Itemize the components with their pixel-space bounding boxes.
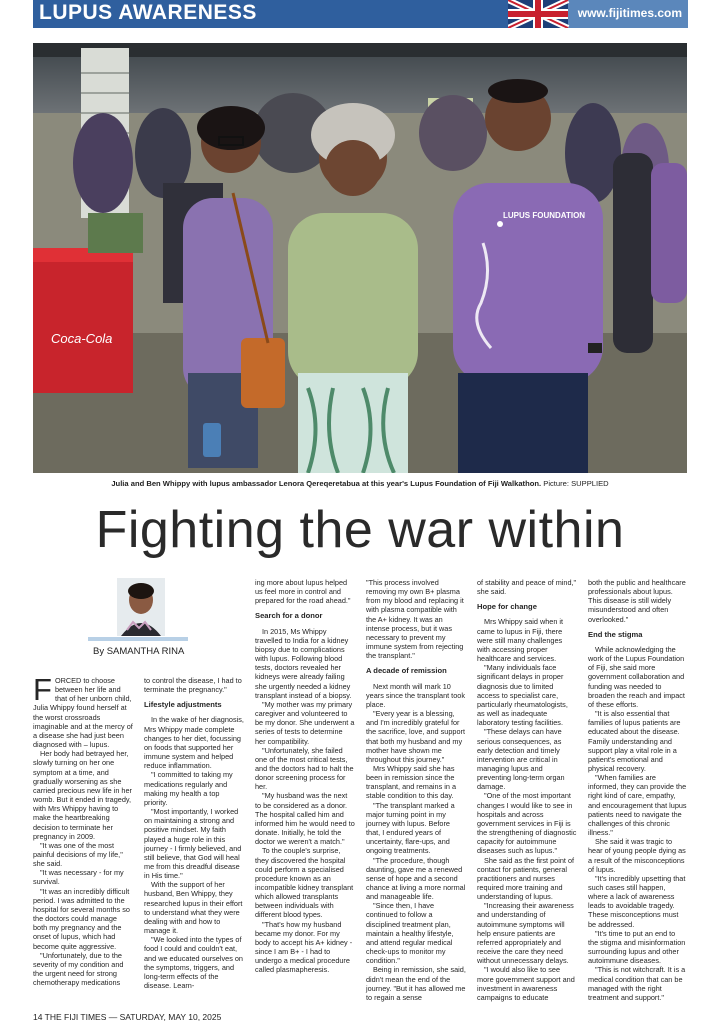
paragraph-text: ing more about lupus helped us feel more in control and prepared for the road ahead.": [255, 578, 351, 606]
article-paragraph: [477, 856, 577, 902]
article-column-1: [33, 672, 133, 988]
article-paragraph: [477, 965, 577, 1002]
article-paragraph: [33, 672, 133, 750]
article-paragraph: [255, 791, 355, 846]
article-column-3: [255, 578, 355, 975]
article-paragraph: [366, 709, 466, 764]
headline: Fighting the war within: [95, 501, 625, 559]
article-paragraph: [366, 901, 466, 965]
cooler-logo-text: Coca-Cola: [51, 331, 113, 346]
shirt-logo-text: LUPUS FOUNDATION: [503, 211, 586, 220]
subheading: Hope for change: [477, 602, 537, 612]
paragraph-text: of stability and peace of mind," she said.: [477, 578, 577, 597]
article-paragraph: [588, 874, 687, 929]
article-paragraph: [33, 749, 133, 841]
paragraph-text: "My mother was my primary caregiver and volunteered to be my donor. She underwent a series of tests to determine her compatibility.: [255, 699, 355, 746]
article-paragraph: [144, 807, 244, 880]
article-paragraph: [33, 868, 133, 886]
article-paragraph: [255, 627, 355, 700]
article-paragraph: [144, 715, 244, 770]
article-paragraph: [33, 887, 133, 951]
paragraph-text: "Since then, I have continued to follow a disciplined treatment plan, maintain a healthy lifestyle, and attend regular medical check-ups to monitor my condition.": [366, 901, 454, 966]
paragraph-text: Her body had betrayed her, slowly turning on her one symptom at a time, and gradually worsening as she carried precious new life in her womb. But it ended in tragedy, with Mrs Whippy having to make the heartbreaking decision to terminate her pregnancy in 2009.: [33, 749, 132, 841]
article-paragraph: [33, 841, 133, 868]
paragraph-text: "It was one of the most painful decisions of my life," she said.: [33, 840, 123, 869]
article-column-6: [588, 578, 687, 1002]
paragraph-text: In 2015, Ms Whippy travelled to India for a kidney biopsy due to complications with lupus. Following blood tests, doctors revealed her kidneys were already failing she urgently needed a kidney transplant instead of a biopsy.: [255, 626, 352, 700]
article-paragraph: [366, 764, 466, 801]
paragraph-text: "Increasing their awareness and understanding of autoimmune symptoms will help ensure patients are referred appropriately and receive the care they need without unnecessary delays.: [477, 901, 574, 966]
paragraph-text: "It is also essential that families of lupus patients are educated about the disease. Family understanding and support play a vital role in a patient's emotional and physical recovery.: [588, 709, 681, 773]
paragraph-text: With the support of her husband, Ben Whippy, they researched lupus in their effort to understand what they were dealing with and how to manage it.: [144, 880, 243, 936]
article-paragraph: [255, 846, 355, 919]
paragraph-text: Mrs Whippy said when it came to lupus in Fiji, there were still many challenges with accessing proper healthcare and services.: [477, 617, 564, 664]
paragraph-text: Being in remission, she said, didn't mean the end of the journey. "But it has allowed me to regain a sense: [366, 965, 466, 1002]
article-paragraph: [588, 773, 687, 837]
article-paragraph: [588, 709, 687, 773]
subheading: Search for a donor: [255, 611, 323, 621]
paragraph-text: "We looked into the types of food I could and couldn't eat, and we educated ourselves on the symptoms, triggers, and long-term effects of the disease. Learn-: [144, 935, 243, 990]
paragraph-text: "My husband was the next to be considered as a donor. The hospital called him and informed him he would need to donate. Initially, he told the doctor we weren't a match.": [255, 791, 355, 847]
paragraph-text: "This is not witchcraft. It is a medical condition that can be managed with the right treatment and support.": [588, 965, 686, 1002]
paragraph-text: She said as the first point of contact for patients, general practitioners and nurses required more training and understanding of lupus.: [477, 855, 575, 902]
paragraph-text: "I would also like to see more government support and investment in awareness campaigns to educate: [477, 965, 575, 1002]
article-paragraph: [477, 791, 577, 855]
article-paragraph: [588, 929, 687, 966]
paragraph-text: "The procedure, though daunting, gave me a renewed sense of hope and a second chance at living a more normal and manageable life.: [366, 855, 466, 902]
article-column-2: [144, 676, 244, 990]
paragraph-text: In the wake of her diagnosis, Mrs Whippy made complete changes to her diet, focussing on foods that supported her immune system and helped reduce inflammation.: [144, 715, 244, 771]
caption-text: Julia and Ben Whippy with lupus ambassador Lenora Qereqeretabua at this year's Lupus Foundation of Fiji Walkathon.: [111, 479, 542, 488]
paragraph-text: While acknowledging the work of the Lupus Foundation of Fiji, she said more government collaboration and funding was needed to broaden the reach and impact of these efforts.: [588, 644, 685, 709]
paragraph-text: "This process involved removing my own B+ plasma from my blood and replacing it with plasma compatible with the A+ kidney. It was an intense process, but it was necessary to prevent my immune system from rejecting the transplant.": [366, 578, 464, 661]
paragraph-text: "Most importantly, I worked on maintaining a strong and positive mindset. My faith played a huge role in this journey - I firmly believed, and still believe, that God will heal me from this dreadful disease in His time.": [144, 807, 242, 881]
paragraph-text: "When families are informed, they can provide the right kind of care, empathy, and encouragement that lupus patients need to navigate the challenges of this chronic illness.": [588, 773, 687, 838]
article-paragraph: [255, 746, 355, 792]
photo-caption: [33, 479, 687, 488]
article-paragraph: [477, 901, 577, 965]
subheading: Lifestyle adjustments: [144, 700, 222, 710]
article-paragraph: [588, 965, 687, 1002]
byline: By SAMANTHA RINA: [93, 646, 185, 657]
article-paragraph: [144, 770, 244, 807]
article-paragraph: [144, 880, 244, 935]
article-column-5: [477, 578, 577, 1002]
paragraph-text: both the public and healthcare professionals about lupus. This disease is still widely misunderstood and often overlooked.": [588, 578, 686, 624]
article-paragraph: [366, 801, 466, 856]
paragraph-text: "The transplant marked a major turning point in my journey with lupus. Before that, I endured years of uncertainty, flare-ups, and ongoing treatments.: [366, 800, 455, 856]
paragraph-text: "Unfortunately, she failed one of the most critical tests, and the doctors had to halt the donor screening process for her.: [255, 745, 354, 792]
paragraph-text: "Unfortunately, due to the severity of my condition and the urgent need for strong chemotherapy medications: [33, 950, 124, 988]
website-url: www.fijitimes.com: [577, 6, 682, 20]
article-paragraph: [33, 951, 133, 988]
paragraph-text: "It was necessary - for my survival.: [33, 868, 124, 887]
author-photo: [117, 578, 165, 636]
paragraph-text: "Every year is a blessing, and I'm incredibly grateful for the sacrifice, love, and support that both my husband and my mother have shown me throughout this journey.": [366, 709, 465, 764]
page-footer: 14 THE FIJI TIMES — SATURDAY, MAY 10, 2025: [33, 1012, 222, 1022]
byline-rule: [88, 637, 188, 641]
subheading: A decade of remission: [366, 666, 447, 676]
paragraph-text: to control the disease, I had to terminate the pregnancy.": [144, 676, 242, 695]
photo-credit: Picture: SUPPLIED: [543, 479, 609, 488]
paragraph-text: Next month will mark 10 years since the transplant took place.: [366, 681, 465, 709]
article-paragraph: [588, 837, 687, 874]
article-paragraph: [588, 645, 687, 709]
paragraph-text: Mrs Whippy said she has been in remission since the transplant, and remains in a stable condition to this day.: [366, 763, 457, 801]
article-paragraph: [255, 700, 355, 746]
article-paragraph: [255, 578, 355, 605]
article-paragraph: [144, 676, 244, 694]
article-paragraph: [477, 663, 577, 727]
paragraph-text: "It's time to put an end to the stigma and misinformation surrounding lupus and other autoimmune diseases.: [588, 928, 686, 966]
article-paragraph: [477, 578, 577, 596]
article-paragraph: [366, 965, 466, 1002]
paragraph-text: "It's incredibly upsetting that such cases still happen, where a lack of awareness leads to avoidable tragedy. These misconceptions must be addressed.: [588, 873, 686, 929]
paragraph-text: "These delays can have serious consequences, as early detection and timely intervention are critical in managing lupus and preventing long-term organ damage.: [477, 727, 565, 792]
paragraph-text: To the couple's surprise, they discovered the hospital could perform a specialised procedure known as an incompatible kidney transplant which allowed transplants between individuals with different blood types.: [255, 846, 354, 920]
article-paragraph: [477, 727, 577, 791]
article-column-4: [366, 578, 466, 1002]
lead-photo: [33, 43, 687, 473]
section-title: LUPUS AWARENESS: [39, 1, 257, 24]
article-paragraph: [144, 935, 244, 990]
article-paragraph: [366, 578, 466, 660]
article-paragraph: [477, 617, 577, 663]
paragraph-text: "I committed to taking my medications regularly and making my health a top priority.: [144, 770, 233, 807]
paragraph-text: ORCED to choose between her life and that of her unborn child, Julia Whippy found herself at the worst crossroads imaginable and at the mercy of a disease she had just been diagnosed with – lupus.: [33, 676, 133, 750]
paragraph-text: "That's how my husband became my donor. For my body to accept his A+ kidney - since I am B+ - I had to undergo a medical procedure called plasmapheresis.: [255, 919, 353, 975]
article-paragraph: [588, 578, 687, 624]
paragraph-text: "One of the most important changes I would like to see in hospitals and across government services in Fiji is the strengthening of diagnostic capacity for autoimmune diseases such as lupus.": [477, 791, 577, 856]
article-paragraph: [366, 856, 466, 902]
drop-cap: F: [33, 672, 52, 707]
section-banner: [33, 0, 688, 28]
paragraph-text: "It was an incredibly difficult period. I was admitted to the hospital for several months so the doctors could manage both my pregnancy and the onset of lupus, which had become quite aggressive.: [33, 886, 130, 951]
paragraph-text: She said it was tragic to hear of young people dying as a result of the misconceptions of lupus.: [588, 837, 686, 874]
paragraph-text: "Many individuals face significant delays in proper diagnosis due to limited access to specialist care, particularly rheumatologists, as well as inadequate laboratory testing facilities.: [477, 663, 568, 728]
subheading: End the stigma: [588, 629, 643, 639]
article-paragraph: [255, 920, 355, 975]
article-paragraph: [366, 682, 466, 709]
